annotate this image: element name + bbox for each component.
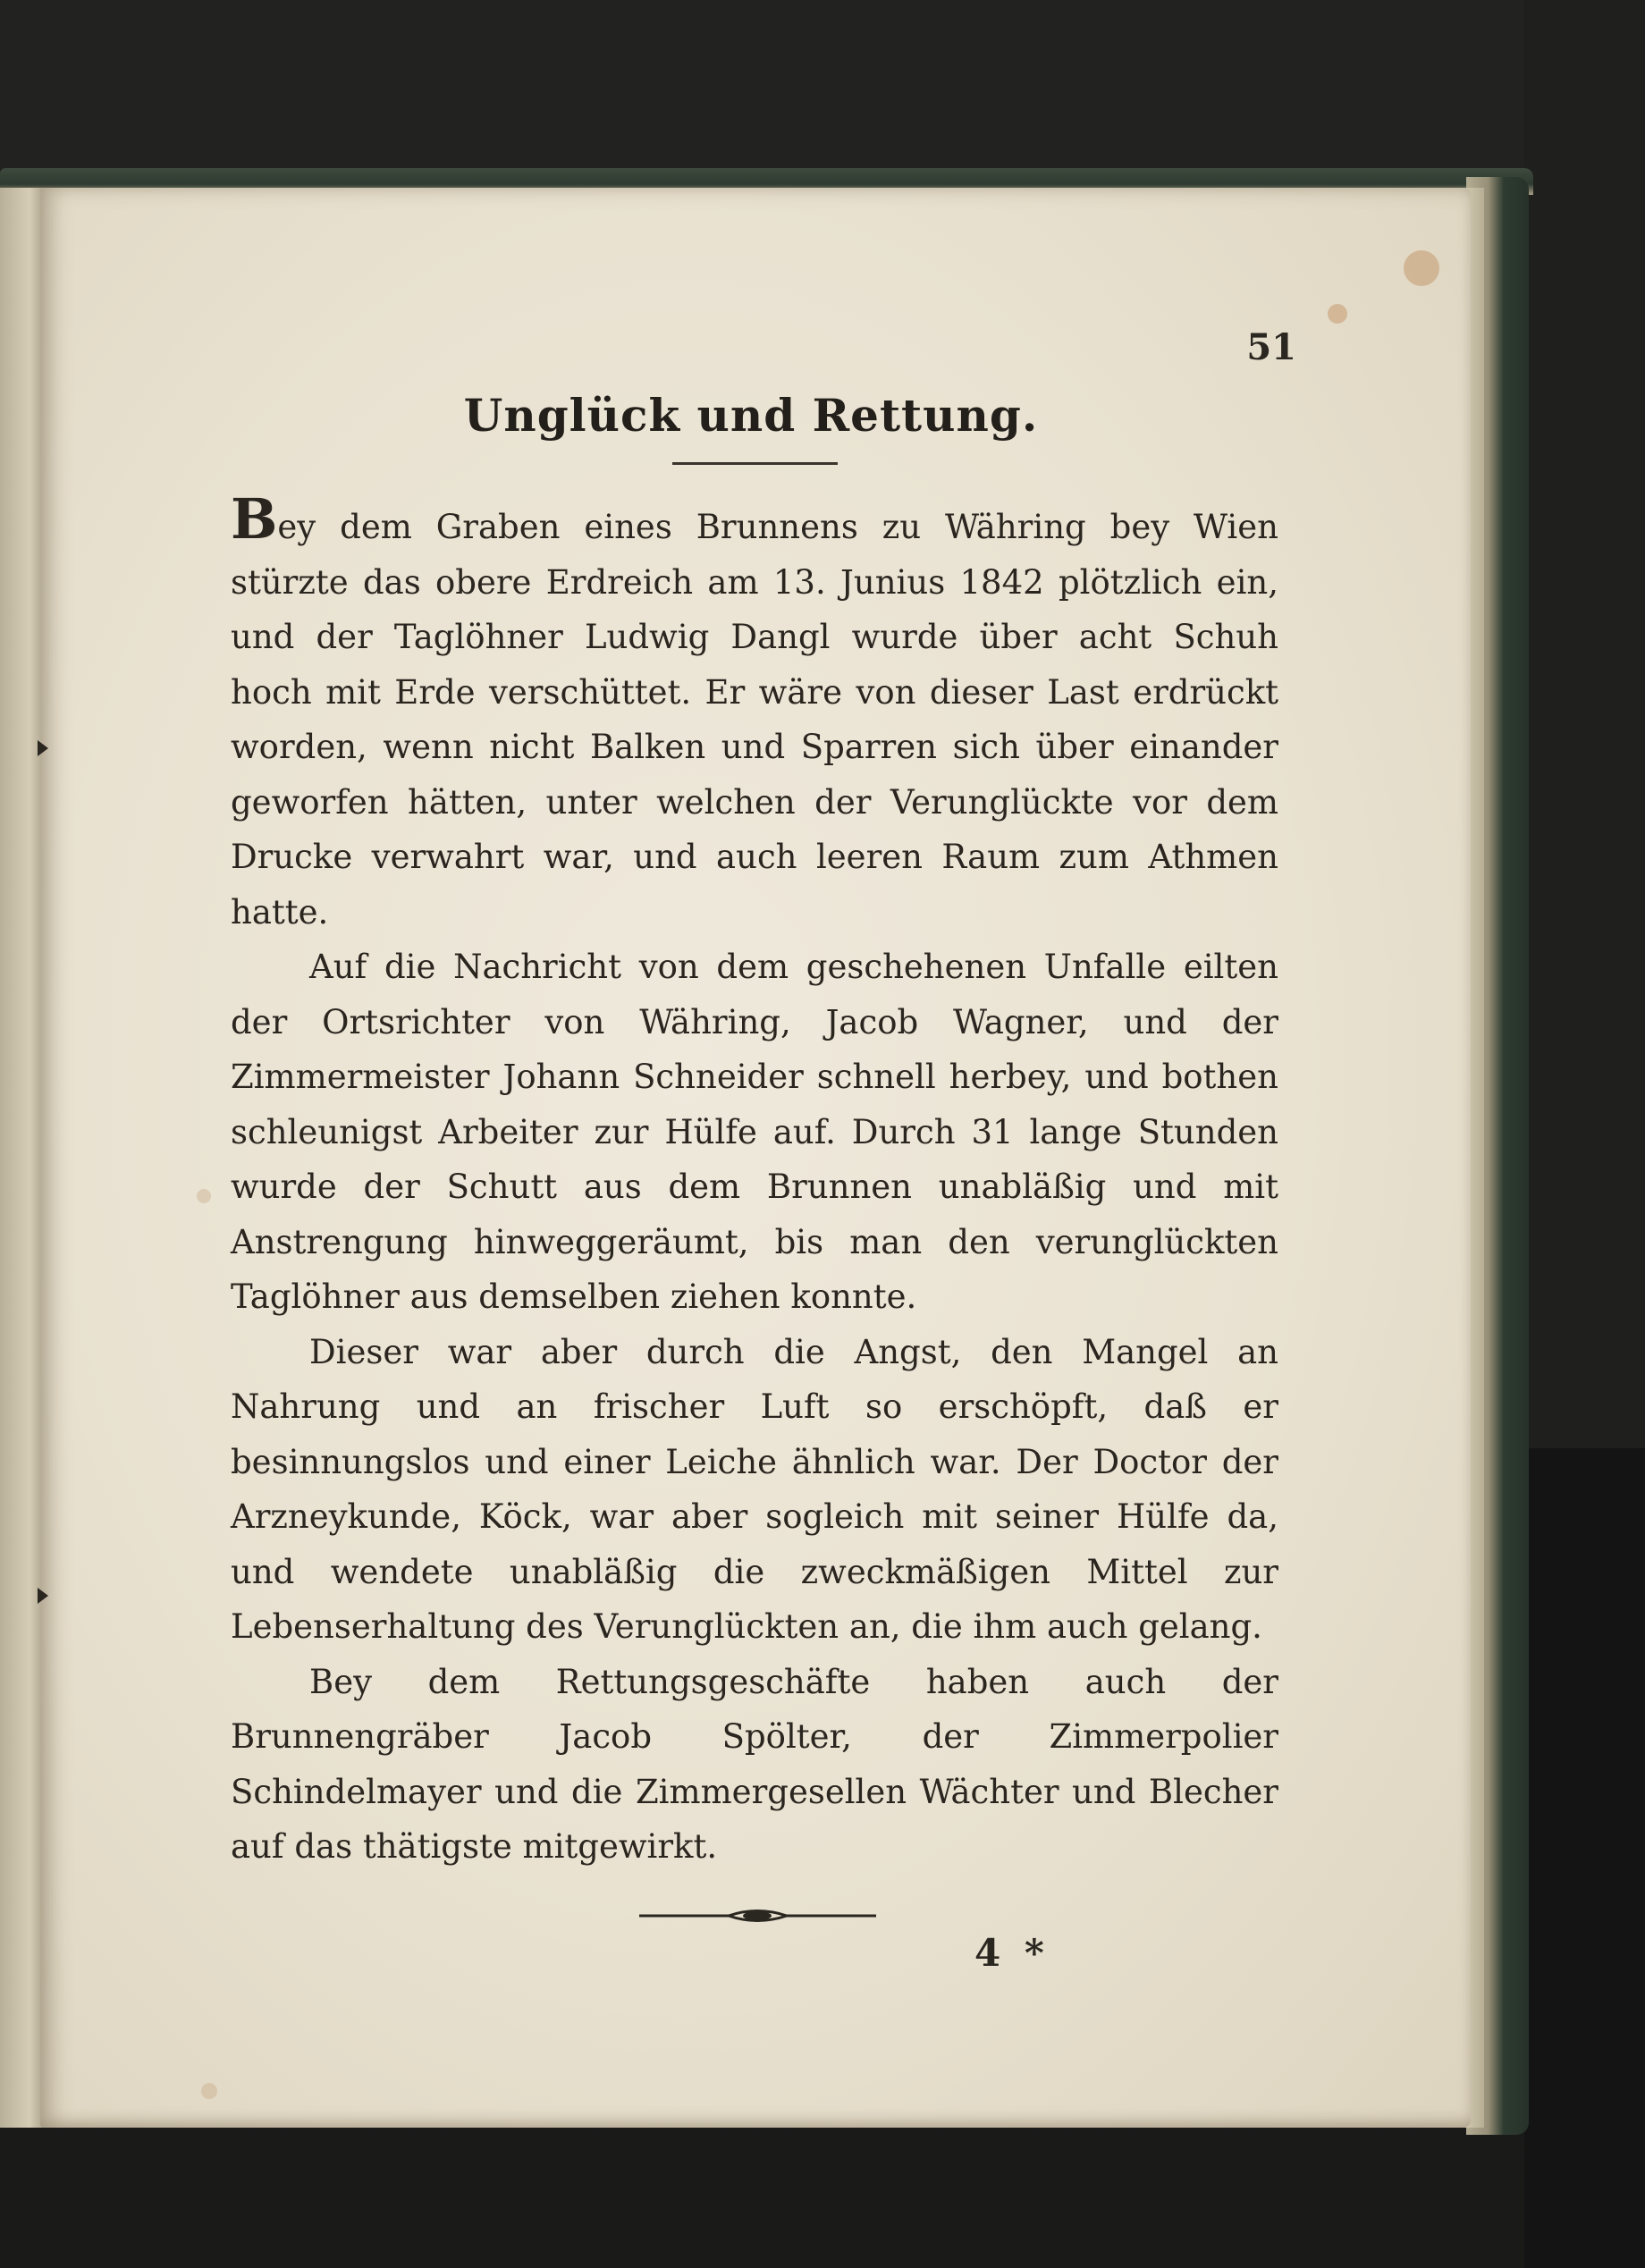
- end-ornament: [639, 1902, 876, 1929]
- chapter-title: Unglück und Rettung.: [463, 389, 1039, 442]
- foxing-spot: [1328, 304, 1347, 324]
- title-rule: [672, 462, 838, 465]
- page-number: 51: [1246, 326, 1296, 368]
- foxing-spot: [1404, 250, 1439, 286]
- foxing-spot: [201, 2083, 217, 2099]
- paragraph-4: Bey dem Rettungsgeschäfte haben auch der Brunnengräber Jacob Spölter, der Zimmerpolier Schindelmayer und die Zimmergesellen Wächter und Blecher auf das thätigste mitgewirkt.: [231, 1662, 1278, 1866]
- background-bottom-right: [1524, 1448, 1645, 2268]
- paragraph-2: Auf die Nachricht von dem geschehenen Unfalle eilten der Ortsrichter von Währing, Jacob Wagner, und der Zimmermeister Johann Schneider schnell herbey, und bothen schleunigst Arbeiter zur Hülfe auf. Durch 31 lange Stunden wurde der Schutt aus dem Brunnen unabläßig und mit Anstrengung hinweggeräumt, bis man den verunglückten Taglöhner aus demselben ziehen konnte.: [231, 948, 1278, 1316]
- body-text: [231, 486, 1278, 1875]
- foxing-spot: [197, 1189, 211, 1203]
- signature-mark: 4 *: [974, 1931, 1050, 1975]
- binding-mark: [38, 740, 48, 756]
- paragraph-3: Dieser war aber durch die Angst, den Mangel an Nahrung und an frischer Luft so erschöpft, daß er besinnungslos und einer Leiche ähnlich war. Der Doctor der Arzneykunde, Köck, war aber sogleich mit seiner Hülfe da, und wendete unabläßig die zweckmäßigen Mittel zur Lebenserhaltung des Verunglückten an, die ihm auch gelang.: [231, 1332, 1278, 1646]
- paragraph-1: Bey dem Graben eines Brunnens zu Währing bey Wien stürzte das obere Erdreich am 13. Junius 1842 plötzlich ein, und der Taglöhner Ludwig Dangl wurde über acht Schuh hoch mit Erde verschüttet. Er wäre von dieser Last erdrückt worden, wenn nicht Balken und Sparren sich über einander geworfen hätten, unter welchen der Verunglückte vor dem Drucke verwahrt war, und auch leeren Raum zum Athmen hatte.: [231, 486, 1278, 932]
- background-top-right: [1524, 0, 1645, 1448]
- binding-mark: [38, 1588, 48, 1604]
